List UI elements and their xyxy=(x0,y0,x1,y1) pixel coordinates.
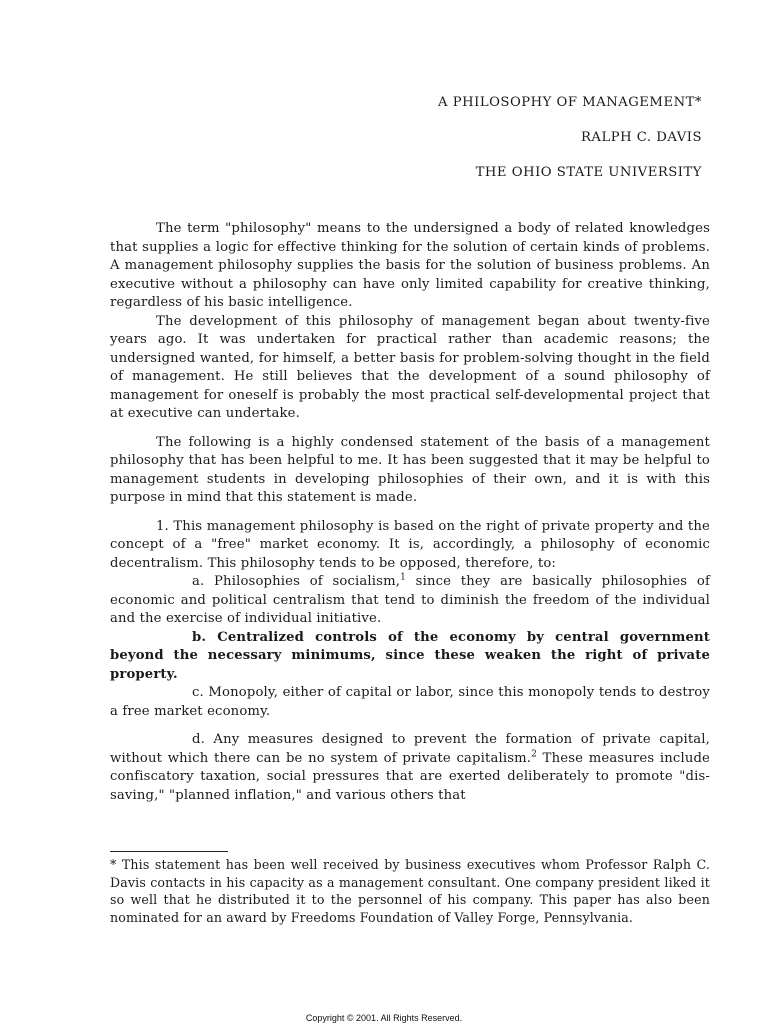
list-item-c: c. Monopoly, either of capital or labor, since this monopoly tends to destroy a free market economy. xyxy=(110,685,710,719)
list-item-a xyxy=(110,573,710,629)
list-item-a-lead: a. Philosophies of socialism, xyxy=(192,574,401,589)
footnote-ref-1: 1 xyxy=(400,572,406,583)
paragraph-2: The development of this philosophy of management began about twenty-five years ago. It was undertaken for practical rather than academic reasons; the undersigned wanted, for himself, a better basis for problem-solving thought in the field of management. He still believes that the development of a sound philosophy of management for oneself is probably the most practical self-developmental project that at executive can undertake. xyxy=(110,313,710,421)
footnote-ref-2: 2 xyxy=(531,749,538,760)
author-name: RALPH C. DAVIS xyxy=(581,130,702,145)
article-title: A PHILOSOPHY OF MANAGEMENT* xyxy=(438,95,702,110)
list-item-d-lead: d. Any measures designed to prevent the formation of private capital, without which there can be no system of private capitalism. xyxy=(110,732,710,766)
footnote-divider xyxy=(110,851,228,852)
list-item-a-rest: since they are basically philosophies of economic and political centralism that tend to diminish the freedom of the individual and the exercise of individual initiative. xyxy=(110,574,710,626)
author-institution: THE OHIO STATE UNIVERSITY xyxy=(475,165,702,180)
list-item-b: b. Centralized controls of the economy by central government beyond the necessary minimums, since these weaken the right of private property. xyxy=(110,629,710,682)
list-item-d xyxy=(110,731,710,805)
paragraph-3: The following is a highly condensed statement of the basis of a management philosophy that has been helpful to me. It has been suggested that it may be helpful to management students in developing philosophies of their own, and it is with this purpose in mind that this statement is made. xyxy=(110,434,710,505)
article-body xyxy=(110,220,710,805)
footnote xyxy=(110,856,710,926)
footnote-text: * This statement has been well received by business executives whom Professor Ralph C. Davis contacts in his capacity as a management consultant. One company president liked it so well that he distributed it to the personnel of his company. This paper has also been nominated for an award by Freedoms Foundation of Valley Forge, Pennsylvania. xyxy=(110,857,710,925)
copyright-notice: Copyright © 2001. All Rights Reserved. xyxy=(305,1013,463,1023)
list-item-d-rest: These measures include confiscatory taxation, social pressures that are exerted deliberately to promote "dis-saving," "planned inflation," and various others that xyxy=(110,750,711,803)
paragraph-1: The term "philosophy" means to the undersigned a body of related knowledges that supplies a logic for effective thinking for the solution of certain kinds of problems. A management philosophy supplies the basis for the solution of business problems. An executive without a philosophy can have only limited capability for creative thinking, regardless of his basic intelligence. xyxy=(110,221,710,310)
paragraph-4: 1. This management philosophy is based on the right of private property and the concept of a "free" market economy. It is, accordingly, a philosophy of economic decentralism. This philosophy tends to be opposed, therefore, to: xyxy=(110,518,710,571)
